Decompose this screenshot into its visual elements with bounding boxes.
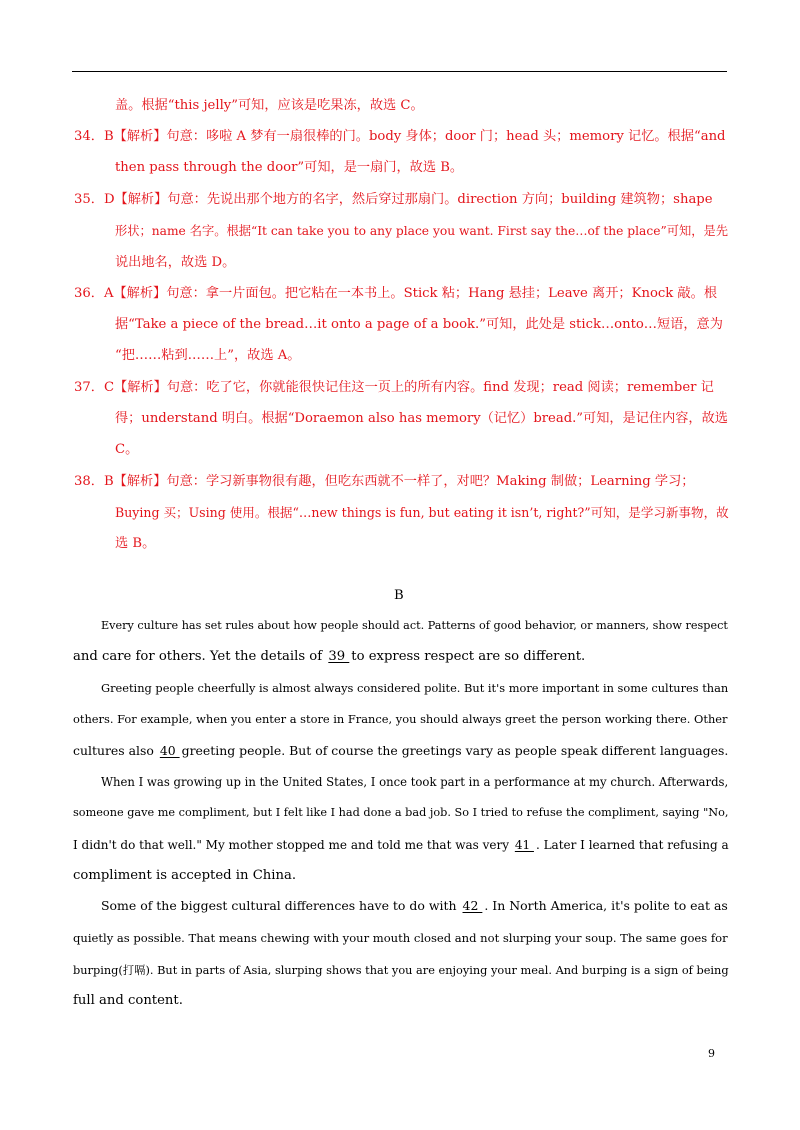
blank-39: 39 <box>328 649 350 664</box>
blank-42: 42 <box>462 898 483 913</box>
passage-line: When I was growing up in the United States, I once took part in a performance at my church. Afterwards, <box>101 775 729 789</box>
passage-line: Greeting people cheerfully is almost always considered polite. But it's more important in some cultures than <box>101 681 729 695</box>
answer-line: “把……粘到……上”，故选 A。 <box>115 348 301 363</box>
passage-line: cultures also 40 greeting people. But of course the greetings vary as people speak different languages. <box>73 743 729 758</box>
answer-line: 35．D【解析】句意：先说出那个地方的名字，然后穿过那扇门。direction 方向；building 建筑物；shape <box>74 192 713 207</box>
passage-line: burping(打嗝). But in parts of Asia, slurping shows that you are enjoying your meal. And burping is a sign of being <box>73 963 729 977</box>
page-number: 9 <box>708 1047 715 1060</box>
answer-line: 34．B【解析】句意：哆啦 A 梦有一扇很棒的门。body 身体；door 门；head 头；memory 记忆。根据“and <box>74 129 726 144</box>
answer-line: 形状；name 名字。根据“It can take you to any place you want. First say the…of the place”可知，是先 <box>115 224 728 238</box>
blank-41: 41 <box>514 838 534 852</box>
answer-line: 说出地名，故选 D。 <box>115 255 236 270</box>
passage-line: Every culture has set rules about how people should act. Patterns of good behavior, or manners, show respect <box>101 619 728 632</box>
answer-line: C。 <box>115 442 139 457</box>
answer-line: 37．C【解析】句意：吃了它，你就能很快记住这一页上的所有内容。find 发现；read 阅读；remember 记 <box>74 380 714 395</box>
blank-40: 40 <box>159 743 180 758</box>
answer-line: 36．A【解析】句意：拿一片面包。把它粘在一本书上。Stick 粘；Hang 悬挂；Leave 离开；Knock 敲。根 <box>74 286 718 301</box>
passage-line: full and content. <box>73 993 183 1008</box>
passage-line: I didn't do that well." My mother stopped me and told me that was very 41 . Later I learned that refusing a <box>73 838 729 852</box>
passage-line: quietly as possible. That means chewing with your mouth closed and not slurping your soup. The same goes for <box>73 931 728 945</box>
section-title: B <box>394 588 404 603</box>
header-rule <box>72 71 727 72</box>
passage-line: and care for others. Yet the details of 39 to express respect are so different. <box>73 649 586 664</box>
answer-line: Buying 买；Using 使用。根据“…new things is fun, but eating it isn’t, right?”可知，是学习新事物，故 <box>115 505 729 520</box>
answer-line: 据“Take a piece of the bread…it onto a page of a book.”可知，此处是 stick…onto…短语，意为 <box>115 317 723 332</box>
answer-line: 盖。根据“this jelly”可知，应该是吃果冻，故选 C。 <box>115 98 424 113</box>
answer-line: 38．B【解析】句意：学习新事物很有趣，但吃东西就不一样了，对吧？Making 制做；Learning 学习； <box>74 474 695 489</box>
passage-line: someone gave me compliment, but I felt like I had done a bad job. So I tried to refuse the compliment, saying "No, <box>73 806 729 819</box>
passage-line: compliment is accepted in China. <box>73 868 297 883</box>
answer-line: 选 B。 <box>115 536 156 551</box>
answer-line: then pass through the door”可知，是一扇门，故选 B。 <box>115 160 464 175</box>
answer-line: 得；understand 明白。根据“Doraemon also has memory（记忆）bread.”可知，是记住内容，故选 <box>115 411 728 426</box>
passage-line: others. For example, when you enter a store in France, you should always greet the person working there. Other <box>73 712 728 726</box>
passage-line: Some of the biggest cultural differences have to do with 42 . In North America, it's polite to eat as <box>101 898 728 913</box>
